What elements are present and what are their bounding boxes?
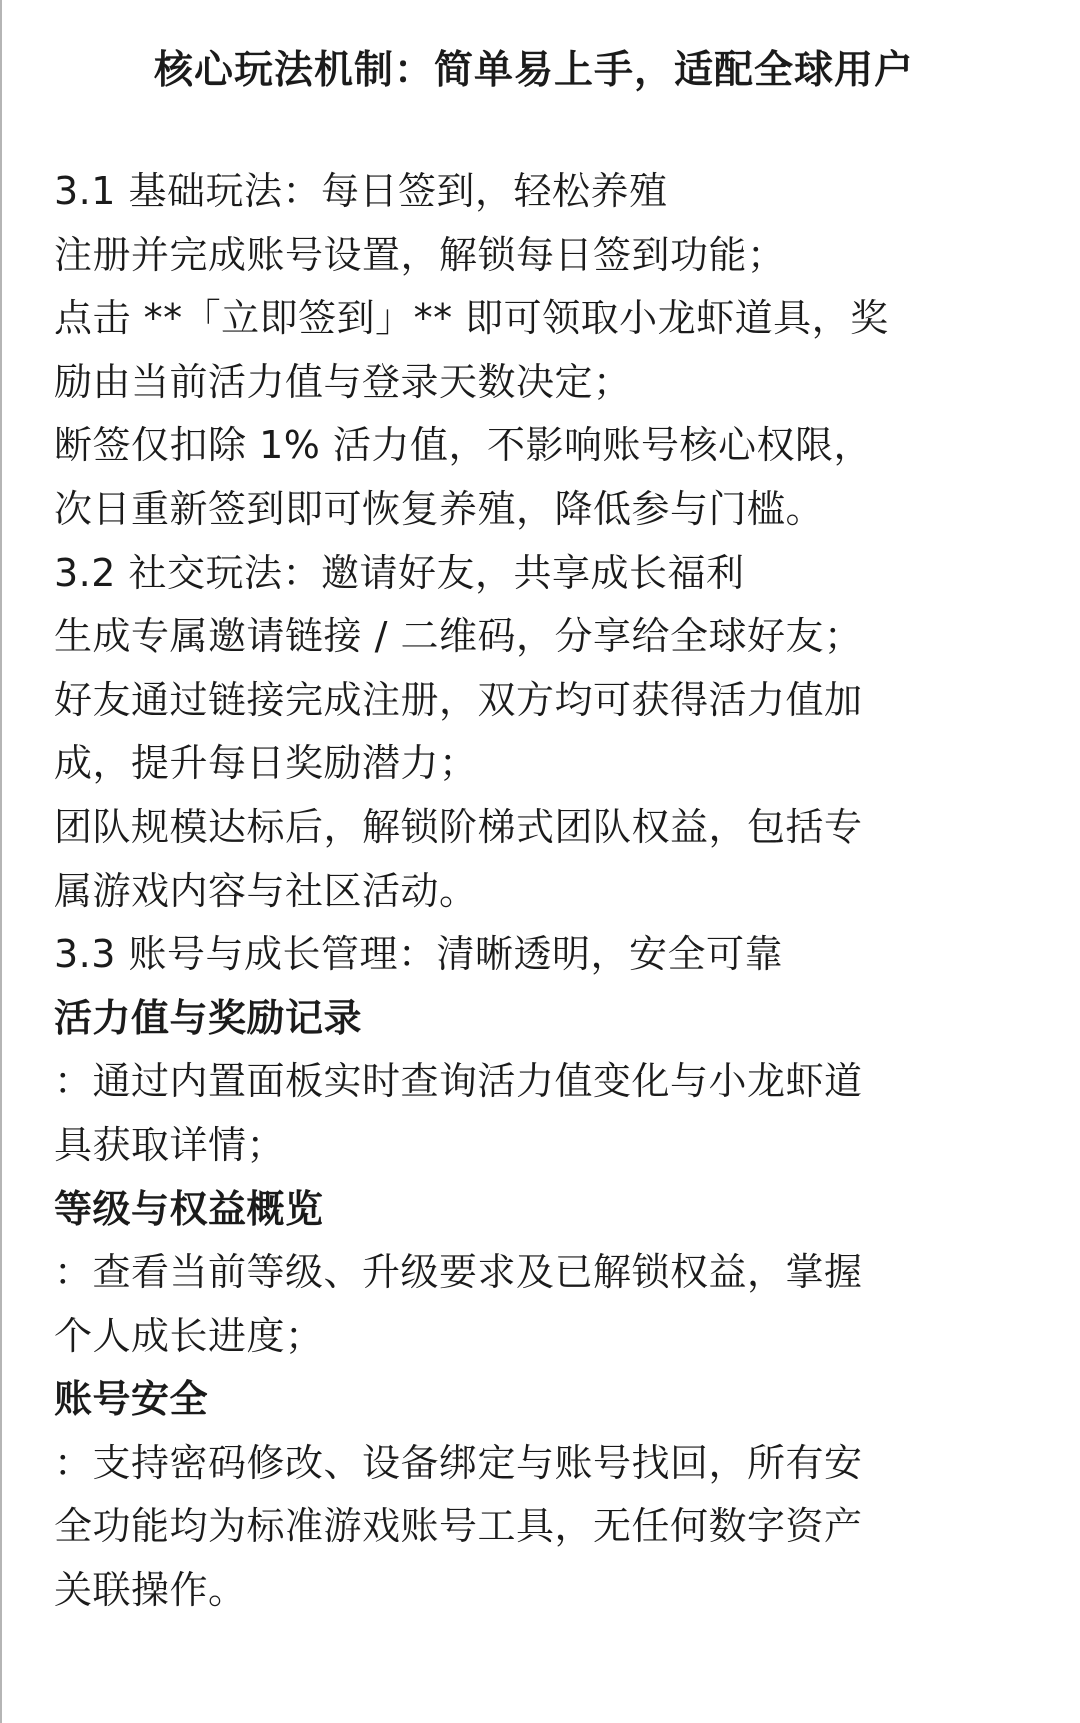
text-line: 个人成长进度； xyxy=(54,1313,324,1358)
document xyxy=(54,0,1014,1623)
text-line: 全功能均为标准游戏账号工具，无任何数字资产 xyxy=(54,1504,863,1549)
text-line: 3.3 账号与成长管理：清晰透明，安全可靠 xyxy=(54,932,784,977)
text-line: ：查看当前等级、升级要求及已解锁权益，掌握 xyxy=(54,1250,863,1295)
section-heading: 等级与权益概览 xyxy=(54,1186,324,1231)
text-line: 3.2 社交玩法：邀请好友，共享成长福利 xyxy=(54,550,745,595)
section-heading: 账号安全 xyxy=(54,1377,209,1422)
document-body xyxy=(54,160,1014,1623)
text-line: 具获取详情； xyxy=(54,1122,286,1167)
text-line: 生成专属邀请链接 / 二维码，分享给全球好友； xyxy=(54,614,863,659)
text-line: 次日重新签到即可恢复养殖，降低参与门槛。 xyxy=(54,486,825,531)
text-line: 注册并完成账号设置，解锁每日签到功能； xyxy=(54,232,786,277)
text-line: 团队规模达标后，解锁阶梯式团队权益，包括专 xyxy=(54,804,863,849)
text-line: 3.1 基础玩法：每日签到，轻松养殖 xyxy=(54,169,668,213)
text-line: 关联操作。 xyxy=(54,1568,247,1613)
text-line: 属游戏内容与社区活动。 xyxy=(54,868,478,913)
text-line: 点击 **「立即签到」** 即可领取小龙虾道具，奖 xyxy=(54,296,889,341)
left-border xyxy=(0,0,2,1723)
text-line: 好友通过链接完成注册，双方均可获得活力值加 xyxy=(54,677,863,722)
text-line: 断签仅扣除 1% 活力值，不影响账号核心权限， xyxy=(54,423,872,468)
text-line: ：通过内置面板实时查询活力值变化与小龙虾道 xyxy=(54,1059,863,1104)
document-title: 核心玩法机制：简单易上手，适配全球用户 xyxy=(153,48,914,93)
section-heading: 活力值与奖励记录 xyxy=(54,995,363,1040)
text-line: 励由当前活力值与登录天数决定； xyxy=(54,359,632,404)
text-line: 成，提升每日奖励潜力； xyxy=(54,741,478,786)
text-line: ：支持密码修改、设备绑定与账号找回，所有安 xyxy=(54,1440,863,1485)
